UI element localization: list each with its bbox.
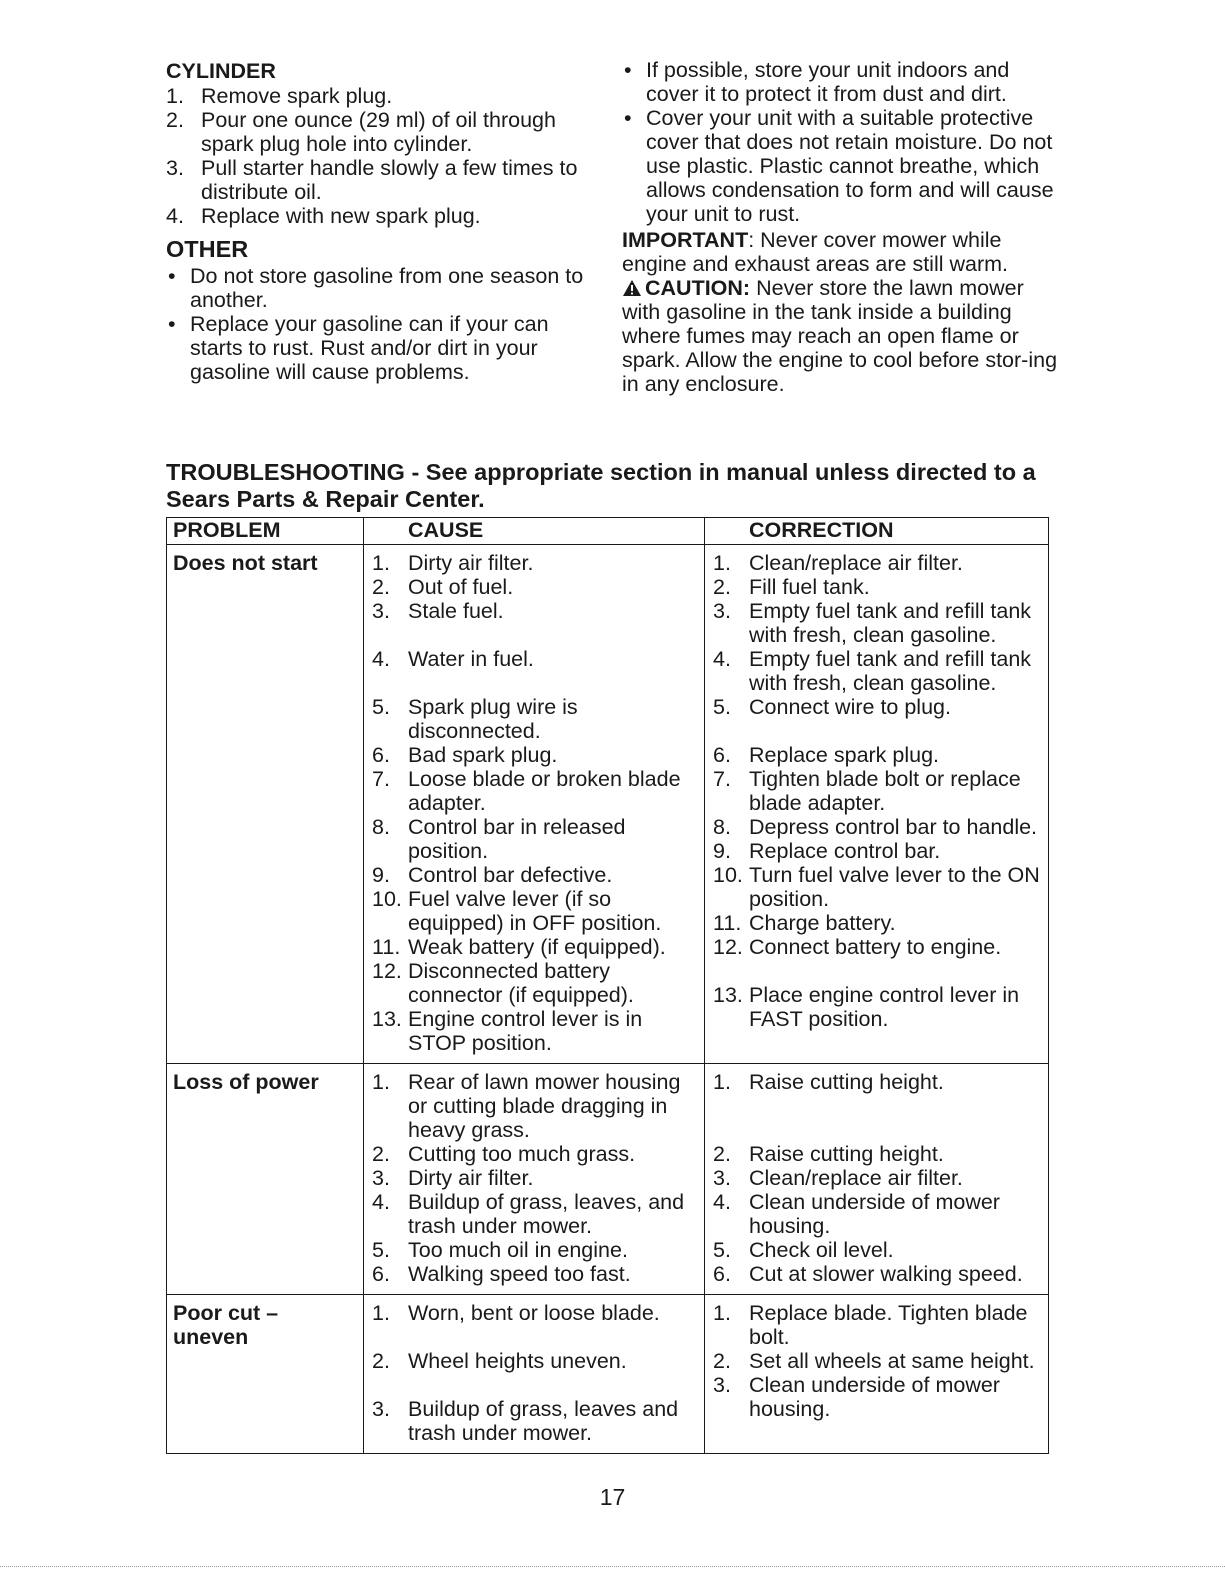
problem-cell: Does not start (167, 545, 364, 1064)
other-heading: OTHER (166, 236, 249, 262)
list-item: 2. Raise cutting height. (713, 1142, 944, 1166)
warning-triangle-icon (622, 279, 642, 297)
caution-text: Never store the lawn mower with gasoline in the tank inside a building where fumes may reach an open flame or spark. Allow the engine to cool before stor-ing in any enclosure. (622, 276, 1058, 396)
correction-cell (705, 545, 1049, 1064)
list-item: • Replace your gasoline can if your can starts to rust. Rust and/or dirt in your gasoline will cause problems. (168, 312, 549, 384)
list-item: 2. Cutting too much grass. (372, 1142, 636, 1166)
table-row (167, 1064, 1049, 1295)
list-item: 3. Pull starter handle slowly a few times to distribute oil. (166, 156, 578, 204)
list-item: 13. Engine control lever is in STOP position. (372, 1007, 643, 1055)
page-edge-divider (0, 1566, 1225, 1567)
list-item: 3. Clean underside of mower housing. (713, 1373, 1000, 1421)
list-item: 5. Connect wire to plug. (713, 695, 951, 719)
troubleshooting-title: TROUBLESHOOTING - See appropriate section in manual unless directed to a Sears Parts & Repair Center. (166, 459, 1036, 512)
cause-cell (364, 1295, 705, 1454)
caution-note (622, 276, 1062, 396)
page-number: 17 (599, 1484, 626, 1510)
cause-cell (364, 545, 705, 1064)
cause-cell (364, 1064, 705, 1295)
important-note (622, 228, 1062, 276)
list-item: • Do not store gasoline from one season to another. (168, 264, 584, 312)
list-item: 3. Empty fuel tank and refill tank with fresh, clean gasoline. (713, 599, 1032, 647)
list-item: 2. Fill fuel tank. (713, 575, 870, 599)
list-item: 4. Water in fuel. (372, 647, 534, 671)
correction-cell (705, 1295, 1049, 1454)
important-text: : Never cover mower while engine and exhaust areas are still warm. (622, 228, 1009, 276)
list-item: 1. Replace blade. Tighten blade bolt. (713, 1301, 1028, 1349)
cylinder-heading: CYLINDER (166, 59, 276, 83)
troubleshooting-table (166, 517, 1049, 1454)
list-item: 9. Control bar defective. (372, 863, 613, 887)
list-item: 4. Buildup of grass, leaves, and trash under mower. (372, 1190, 685, 1238)
storage-bullets (622, 58, 1062, 226)
list-item: 2. Wheel heights uneven. (372, 1349, 627, 1373)
right-column (622, 58, 1062, 396)
cylinder-steps (166, 84, 596, 228)
list-item: 10. Fuel valve lever (if so equipped) in OFF position. (372, 887, 662, 935)
list-item: • If possible, store your unit indoors and cover it to protect it from dust and dirt. (624, 58, 1010, 106)
list-item: 2. Out of fuel. (372, 575, 514, 599)
column-header-cause: CAUSE (364, 518, 705, 545)
problem-cell: Poor cut – uneven (167, 1295, 364, 1454)
list-item: 2. Set all wheels at same height. (713, 1349, 1035, 1373)
other-bullets (166, 264, 596, 384)
list-item: 12. Connect battery to engine. (713, 935, 1002, 959)
caution-label: CAUTION: (645, 276, 751, 300)
list-item: 5. Spark plug wire is disconnected. (372, 695, 578, 743)
list-item: 1. Dirty air filter. (372, 551, 534, 575)
correction-cell (705, 1064, 1049, 1295)
list-item: 7. Loose blade or broken blade adapter. (372, 767, 681, 815)
list-item: 5. Too much oil in engine. (372, 1238, 628, 1262)
list-item: 13. Place engine control lever in FAST position. (713, 983, 1020, 1031)
list-item: 10. Turn fuel valve lever to the ON position. (713, 863, 1040, 911)
column-header-correction: CORRECTION (705, 518, 1049, 545)
left-column (166, 58, 596, 384)
list-item: 9. Replace control bar. (713, 839, 941, 863)
list-item: • Cover your unit with a suitable protective cover that does not retain moisture. Do not use plastic. Plastic cannot breathe, which allows condensation to form and will cause your unit to rust. (624, 106, 1054, 226)
important-label: IMPORTANT (622, 228, 749, 252)
list-item: 1. Raise cutting height. (713, 1070, 944, 1094)
list-item: 4. Empty fuel tank and refill tank with fresh, clean gasoline. (713, 647, 1032, 695)
list-item: 6. Replace spark plug. (713, 743, 940, 767)
list-item: 11. Weak battery (if equipped). (372, 935, 666, 959)
list-item: 6. Cut at slower walking speed. (713, 1262, 1023, 1286)
table-row (167, 545, 1049, 1064)
list-item: 1. Rear of lawn mower housing or cutting blade dragging in heavy grass. (372, 1070, 681, 1142)
list-item: 5. Check oil level. (713, 1238, 894, 1262)
table-header-row (167, 518, 1049, 545)
list-item: 2. Pour one ounce (29 ml) of oil through spark plug hole into cylinder. (166, 108, 556, 156)
list-item: 3. Buildup of grass, leaves and trash under mower. (372, 1397, 679, 1445)
list-item: 6. Bad spark plug. (372, 743, 558, 767)
list-item: 1. Clean/replace air filter. (713, 551, 963, 575)
list-item: 3. Stale fuel. (372, 599, 504, 623)
list-item: 6. Walking speed too fast. (372, 1262, 631, 1286)
list-item: 4. Replace with new spark plug. (166, 204, 481, 228)
list-item: 3. Clean/replace air filter. (713, 1166, 963, 1190)
column-header-problem: PROBLEM (167, 518, 364, 545)
list-item: 11. Charge battery. (713, 911, 896, 935)
table-row (167, 1295, 1049, 1454)
list-item: 8. Depress control bar to handle. (713, 815, 1038, 839)
list-item: 1. Remove spark plug. (166, 84, 393, 108)
list-item: 12. Disconnected battery connector (if equipped). (372, 959, 634, 1007)
list-item: 3. Dirty air filter. (372, 1166, 534, 1190)
problem-cell: Loss of power (167, 1064, 364, 1295)
list-item: 1. Worn, bent or loose blade. (372, 1301, 660, 1325)
list-item: 7. Tighten blade bolt or replace blade adapter. (713, 767, 1021, 815)
list-item: 8. Control bar in released position. (372, 815, 626, 863)
list-item: 4. Clean underside of mower housing. (713, 1190, 1000, 1238)
